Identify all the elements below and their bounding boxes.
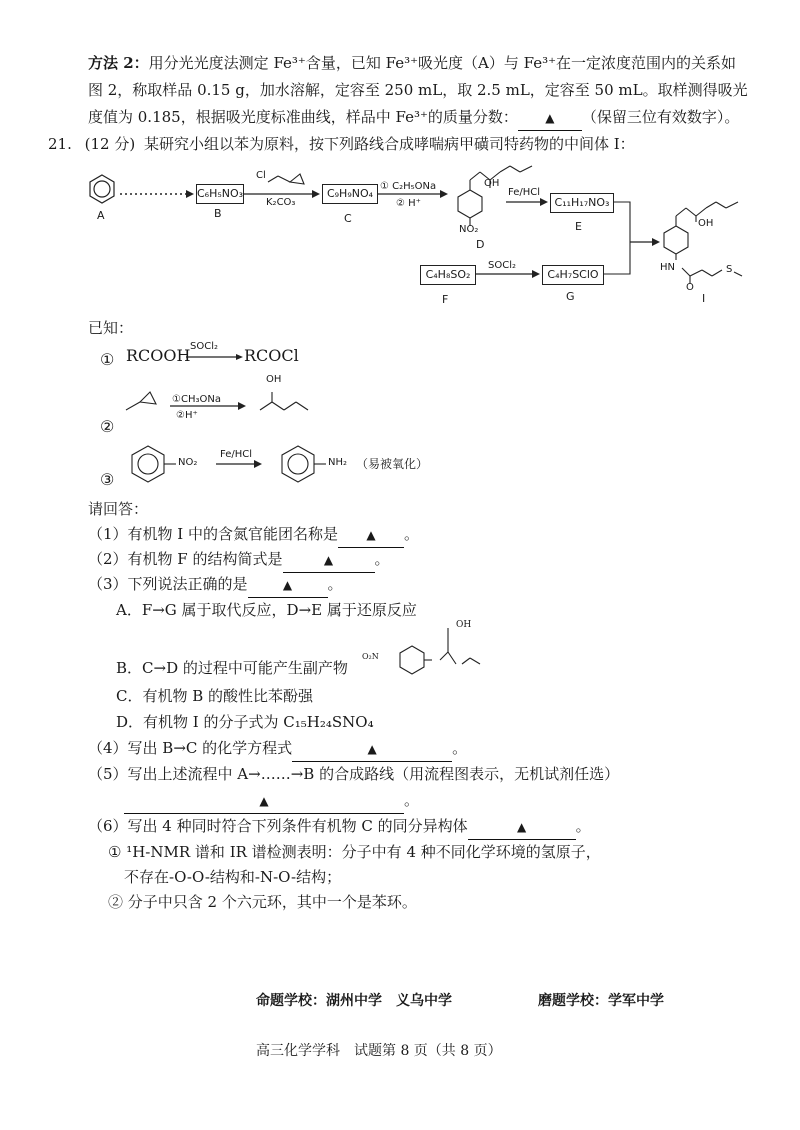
known-r1-right: RCOCl	[244, 346, 299, 365]
reagent-socl2: SOCl₂	[488, 260, 516, 271]
answer-blank[interactable]: ▲	[292, 736, 452, 762]
label-E: E	[575, 220, 582, 233]
question-5: （5）写出上述流程中 A→……→B 的合成路线（用流程图表示，无机试剂任选）	[88, 765, 620, 783]
benzene-A-structure	[90, 175, 114, 203]
question-3: （3）下列说法正确的是 ▲ 。	[88, 572, 343, 598]
known-r3-reagent: Fe/HCl	[220, 449, 253, 460]
reagent-cl: Cl	[256, 170, 266, 181]
compound-B-box: C₆H₅NO₃	[196, 184, 244, 204]
answer-blank[interactable]: ▲	[338, 522, 404, 548]
known-r2-scheme	[120, 380, 460, 440]
question-5-answer: ▲ 。	[124, 788, 419, 814]
known-r2-reagent1: ①CH₃ONa	[172, 394, 221, 405]
label-I: I	[702, 292, 706, 305]
method2-label: 方法 2：	[88, 54, 149, 72]
label-C: C	[344, 212, 352, 225]
option-B-oh: OH	[456, 620, 472, 630]
compound-E-box: C₁₁H₁₇NO₃	[550, 193, 614, 213]
known-r3-nh2: NH₂	[328, 457, 348, 468]
compound-C-box: C₉H₉NO₄	[322, 184, 378, 204]
footer-page: 高三化学学科 试题第 8 页（共 8 页）	[256, 1043, 502, 1059]
question-1: （1）有机物 I 中的含氮官能团名称是 ▲ 。	[88, 522, 419, 548]
label-F: F	[442, 293, 449, 306]
question-6-condition-1: ① ¹H-NMR 谱和 IR 谱检测表明：分子中有 4 种不同化学环境的氢原子，	[108, 843, 601, 861]
I-s: S	[726, 264, 733, 275]
I-o: O	[686, 282, 694, 293]
answer-blank[interactable]: ▲	[283, 547, 375, 573]
method2-line2: 图 2，称取样品 0.15 g，加水溶解，定容至 250 mL，取 2.5 mL，定容至 50 mL。取样测得吸光	[88, 81, 748, 99]
compound-G-box: C₄H₇SClO	[542, 265, 604, 285]
footer-reviewer: 磨题学校：学军中学	[538, 993, 664, 1009]
label-G: G	[566, 290, 575, 303]
known-r3-no2: NO₂	[178, 457, 198, 468]
I-oh: OH	[698, 218, 714, 229]
known-r1-number: ①	[100, 350, 115, 369]
answer-blank[interactable]: ▲	[248, 572, 328, 598]
known-r2-number: ②	[100, 417, 115, 436]
I-hn: HN	[660, 262, 675, 273]
known-r1-left: RCOOH	[126, 346, 191, 365]
question-21-header: 21. (12 分) 某研究小组以苯为原料，按下列路线合成哮喘病甲磺司特药物的中间体 I：	[48, 135, 635, 153]
known-title: 已知：	[88, 319, 134, 337]
answer-prompt: 请回答：	[88, 500, 149, 518]
question-6-condition-1b: 不存在-O-O-结构和-N-O-结构；	[124, 868, 342, 886]
reagent-h-plus: ② H⁺	[396, 198, 421, 209]
known-r2-reagent2: ②H⁺	[176, 410, 198, 421]
method2-line3: 度值为 0.185，根据吸光度标准曲线，样品中 Fe³⁺的质量分数： ▲ （保留三位有效数字）。	[88, 105, 739, 131]
label-D: D	[476, 238, 485, 251]
answer-blank[interactable]: ▲	[124, 788, 404, 814]
answer-blank[interactable]: ▲	[468, 814, 576, 840]
option-B: B．C→D 的过程中可能产生副产物	[116, 659, 348, 677]
option-B-structure	[372, 618, 512, 688]
question-2: （2）有机物 F 的结构简式是 ▲ 。	[88, 547, 390, 573]
question-6-condition-2: ② 分子中只含 2 个六元环，其中一个是苯环。	[108, 893, 417, 911]
reagent-fe-hcl: Fe/HCl	[508, 187, 541, 198]
D-no2: NO₂	[459, 224, 479, 235]
label-B: B	[214, 207, 222, 220]
D-oh: OH	[484, 178, 500, 189]
known-r3-number: ③	[100, 470, 115, 489]
reagent-c2h5ona: ① C₂H₅ONa	[380, 181, 437, 192]
known-r2-oh: OH	[266, 374, 282, 385]
answer-blank[interactable]: ▲	[518, 105, 582, 131]
known-r1-reagent: SOCl₂	[190, 341, 218, 352]
method2-line1	[88, 51, 736, 75]
label-A: A	[97, 209, 105, 222]
option-D: D．有机物 I 的分子式为 C₁₅H₂₄SNO₄	[116, 713, 374, 731]
reagent-k2co3: K₂CO₃	[266, 197, 296, 208]
option-C: C．有机物 B 的酸性比苯酚强	[116, 687, 314, 705]
footer-proposer: 命题学校：湖州中学 义乌中学	[256, 993, 452, 1009]
known-r3-note: （易被氧化）	[356, 457, 429, 471]
question-4: （4）写出 B→C 的化学方程式 ▲ 。	[88, 736, 467, 762]
question-6: （6）写出 4 种同时符合下列条件有机物 C 的同分异构体 ▲ 。	[88, 814, 591, 840]
option-A: A．F→G 属于取代反应，D→E 属于还原反应	[116, 601, 417, 619]
compound-F-box: C₄H₈SO₂	[420, 265, 476, 285]
option-B-no2: O₂N	[362, 652, 379, 661]
known-r1-arrow	[186, 352, 246, 362]
method2-text1: 用分光光度法测定 Fe³⁺含量，已知 Fe³⁺吸光度（A）与 Fe³⁺在一定浓度范围内的关系如	[148, 54, 736, 72]
